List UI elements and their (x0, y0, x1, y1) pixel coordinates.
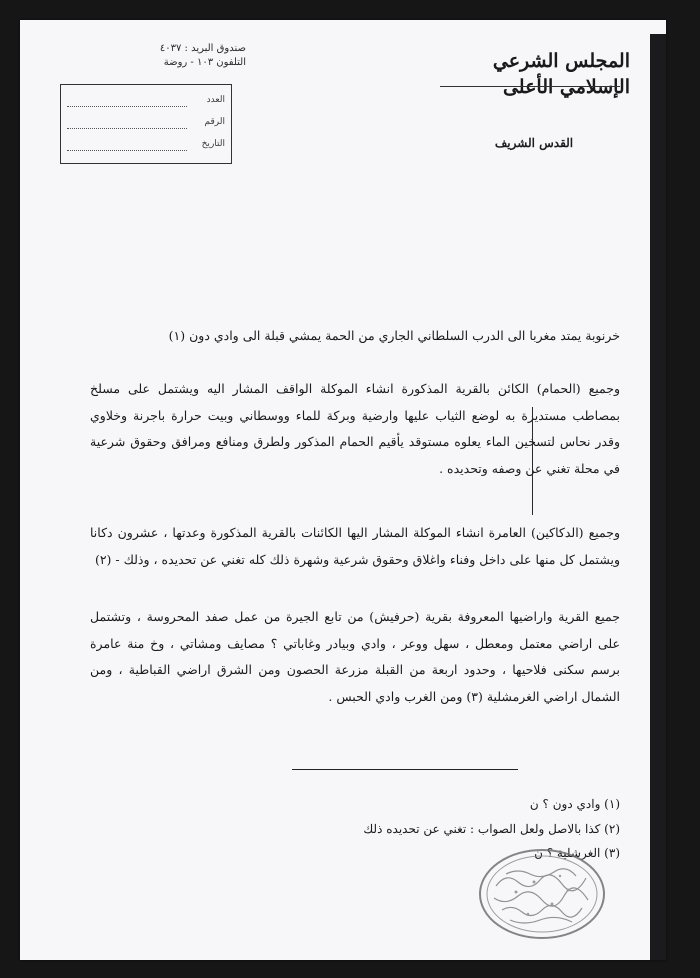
number-label: العدد (206, 95, 225, 105)
contact-info (76, 42, 246, 70)
body-text: خرنوبة يمتد مغربا الى الدرب السلطاني الجاري من الحمة يمشي قبلة الى وادي دون (١) (168, 328, 620, 343)
organization-title: المجلس الشرعي الإسلامي الأعلى (492, 50, 630, 98)
scan-edge-bar (650, 34, 666, 960)
body-text: جميع القرية واراضيها المعروفة بقرية (حرفيش) من تابع الجيرة من عمل صفد المحروسة ، وتشتمل على اراضي معتمل ومعطل ، سهل ووعر ، وادي وبيادر وغاباتي ؟ مصايف ومشاتي ، وخ منة عامرة برسم سكنى فلاحيها ، وحدود اربعة من القبلة مزرعة الحصون ومن الشرق اراضي القباطية ، ومن الشمال اراضي الغرمشلية (٣) ومن الغرب وادي الحبس . (90, 609, 620, 704)
number-row (67, 95, 225, 111)
footnote-3: (٣) الغرشلية ؟ ن (534, 846, 620, 860)
body-text: وجميع (الدكاكين) العامرة انشاء الموكلة المشار اليها الكائنات بالقرية المذكورة وعدتها ، عشرون دكانا ويشتمل كل منها على داخل وفناء واغلاق وحقوق شرعية وشهرة ذلك كله تغني عن تحديده ، وذلك - (٢) (90, 525, 620, 567)
footnote-1: (١) وادي دون ؟ ن (529, 797, 620, 811)
body-paragraph-4 (90, 604, 620, 710)
telephone: التلفون ١٠٣ - روضة (163, 57, 246, 68)
date-row (67, 139, 225, 155)
code-line (67, 128, 187, 129)
body-paragraph-1 (90, 323, 620, 350)
code-row (67, 117, 225, 133)
number-line (67, 106, 187, 107)
body-text: وجميع (الحمام) الكائن بالقرية المذكورة انشاء الموكلة الواقف المشار اليه ويشتمل على مسلخ بمصاطب مستديرة به لوضع الثياب عليها وارضية وبركة للماء ووسطاني وبيت حرارة باجرنة وخلاوي وقدر نحاس لتسخين الماء يعلوه مستوقد يأقيم الحمام المذكور ولطرق ومنافع ومرافق وحقوق شرعية في محلة تغني عن وصفه وتحديده . (90, 381, 620, 476)
po-box: صندوق البريد : ٤٠٣٧ (159, 43, 246, 54)
reference-box (60, 84, 232, 164)
document-page (20, 20, 666, 960)
margin-bracket (532, 407, 545, 515)
code-label: الرقم (204, 117, 225, 127)
body-paragraph-3 (90, 520, 620, 573)
date-line (67, 150, 187, 151)
date-label: التاريخ (201, 139, 225, 149)
stamp-seal (476, 846, 608, 942)
footnote-2: (٢) كذا بالاصل ولعل الصواب : تغني عن تحديده ذلك (363, 821, 620, 836)
footnote-divider (292, 769, 518, 770)
city-name: القدس الشريف (494, 136, 574, 150)
title-underline (440, 86, 620, 87)
